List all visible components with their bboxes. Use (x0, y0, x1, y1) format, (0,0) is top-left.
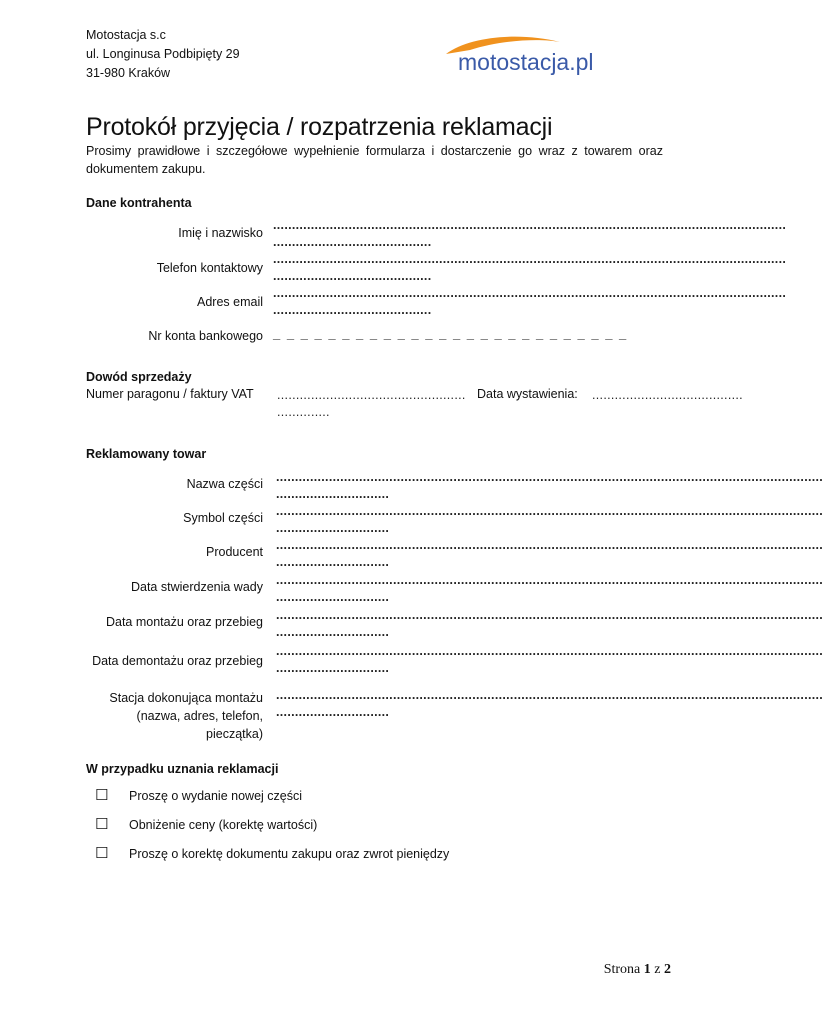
name-field-line2[interactable]: .......................................... (273, 235, 432, 249)
option-refund-label: Proszę o korektę dokumentu zakupu oraz zwrot pieniędzy (129, 847, 450, 861)
name-field-line1[interactable]: ........................................................................................................................................ (273, 218, 787, 232)
part-name-field-line1[interactable]: ................................................................................................................................................. (276, 470, 823, 484)
dismount-date-label: Data demontażu oraz przebieg (92, 654, 263, 668)
issue-date-label: Data wystawienia: (477, 387, 578, 401)
logo-text: motostacja.pl (458, 49, 594, 75)
email-field-line2[interactable]: .......................................... (273, 303, 432, 317)
receipt-label: Numer paragonu / faktury VAT (86, 387, 254, 401)
mount-date-field-line1[interactable]: ................................................................................................................................................. (276, 608, 823, 622)
producer-field-line1[interactable]: ................................................................................................................................................. (276, 538, 823, 552)
email-field-line1[interactable]: ........................................................................................................................................ (273, 286, 787, 300)
current-page: 1 (643, 962, 651, 977)
company-street: ul. Longinusa Podbipięty 29 (86, 47, 240, 61)
intro-text: Prosimy prawidłowe i szczegółowe wypełnienie formularza i dostarczenie go wraz z towarem oraz dokumentem zakupu. (86, 144, 663, 176)
contractor-heading: Dane kontrahenta (86, 196, 192, 210)
company-name: Motostacja s.c (86, 28, 166, 42)
page-number (604, 962, 671, 978)
phone-field-line1[interactable]: ........................................................................................................................................ (273, 252, 787, 266)
option-new-part-checkbox[interactable]: ☐ (95, 787, 109, 804)
acceptance-heading: W przypadku uznania reklamacji (86, 762, 279, 776)
mount-date-label: Data montażu oraz przebieg (105, 615, 263, 629)
mounting-station-label-line1: Stacja dokonująca montażu (109, 691, 263, 705)
defect-date-label: Data stwierdzenia wady (130, 580, 263, 594)
part-symbol-field-line1[interactable]: ................................................................................................................................................. (276, 504, 823, 518)
part-name-field-line2[interactable]: .............................. (276, 487, 390, 501)
name-label: Imię i nazwisko (178, 226, 263, 240)
mounting-station-field-line2[interactable]: .............................. (276, 705, 390, 719)
issue-date-field[interactable]: ........................................ (592, 388, 743, 402)
page-title: Protokół przyjęcia / rozpatrzenia reklamacji (86, 113, 553, 141)
defect-date-field-line1[interactable]: ................................................................................................................................................. (276, 573, 823, 587)
page-word: Strona (603, 962, 641, 977)
phone-field-line2[interactable]: .......................................... (273, 269, 432, 283)
part-symbol-field-line2[interactable]: .............................. (276, 521, 390, 535)
bank-account-label: Nr konta bankowego (148, 329, 263, 343)
mounting-station-field-line1[interactable]: ................................................................................................................................................. (276, 688, 823, 702)
producer-field-line2[interactable]: .............................. (276, 555, 390, 569)
product-heading: Reklamowany towar (86, 447, 207, 461)
mounting-station-label-line3: pieczątka) (206, 727, 263, 741)
option-refund-checkbox[interactable]: ☐ (95, 845, 109, 862)
producer-label: Producent (206, 545, 263, 559)
receipt-field-line1[interactable]: .................................................. (277, 388, 466, 402)
company-logo (440, 34, 615, 82)
email-label: Adres email (197, 295, 263, 309)
of-word: z (654, 962, 661, 977)
receipt-field-line2[interactable]: .............. (277, 405, 330, 419)
option-price-reduction-label: Obniżenie ceny (korektę wartości) (129, 818, 318, 832)
sale-proof-heading: Dowód sprzedaży (86, 370, 192, 384)
part-symbol-label: Symbol części (183, 511, 263, 525)
company-address (86, 26, 240, 83)
option-new-part-label: Proszę o wydanie nowej części (129, 789, 302, 803)
phone-label: Telefon kontaktowy (156, 261, 263, 275)
mounting-station-label-line2: (nazwa, adres, telefon, (136, 709, 263, 723)
company-city: 31-980 Kraków (86, 66, 171, 80)
total-pages: 2 (664, 962, 671, 977)
mount-date-field-line2[interactable]: .............................. (276, 625, 390, 639)
part-name-label: Nazwa części (186, 477, 263, 491)
defect-date-field-line2[interactable]: .............................. (276, 590, 390, 604)
option-price-reduction-checkbox[interactable]: ☐ (95, 816, 109, 833)
mounting-station-label (109, 689, 263, 743)
dismount-date-field-line2[interactable]: .............................. (276, 661, 390, 675)
bank-account-field[interactable]: _ _ _ _ _ _ _ _ _ _ _ _ _ _ _ _ _ _ _ _ _ _ _ _ _ _ (273, 326, 628, 341)
dismount-date-field-line1[interactable]: ................................................................................................................................................. (276, 644, 823, 658)
